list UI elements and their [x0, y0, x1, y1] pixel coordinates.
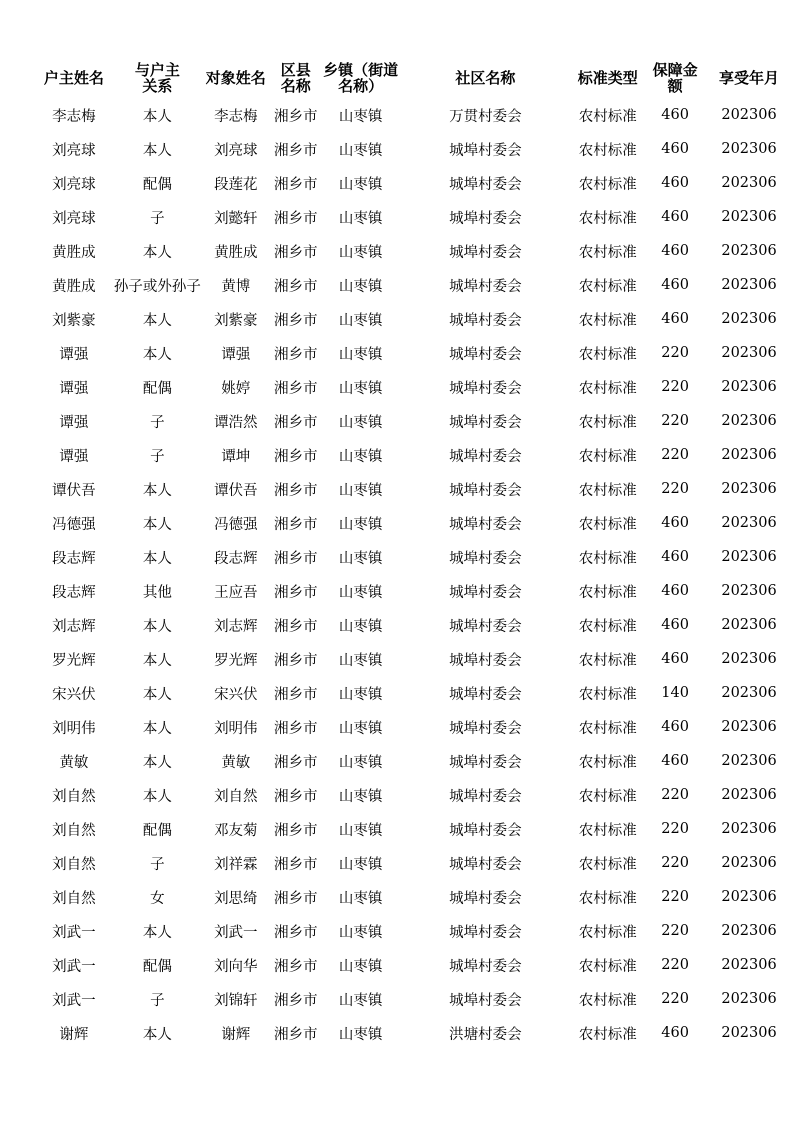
- period-cell: 202306: [721, 991, 777, 1007]
- community-cell: 城埠村委会: [449, 142, 522, 159]
- recipient-name-cell: 姚婷: [221, 380, 251, 397]
- amount-cell: 460: [661, 515, 689, 531]
- period-cell: 202306: [721, 515, 777, 531]
- community-cell: 城埠村委会: [449, 448, 522, 465]
- relation-cell: 本人: [142, 244, 172, 261]
- household-head-cell: 谭强: [59, 346, 89, 363]
- table-row: [34, 812, 793, 846]
- standard-type-cell: 农村标准: [578, 958, 637, 975]
- amount-cell: 460: [661, 175, 689, 191]
- period-cell: 202306: [721, 447, 777, 463]
- county-cell: 湘乡市: [274, 1026, 318, 1043]
- amount-cell: 460: [661, 583, 689, 599]
- amount-cell: 220: [661, 923, 689, 939]
- header-period: 享受年月: [719, 69, 780, 87]
- recipient-name-cell: 罗光辉: [214, 652, 258, 669]
- town-cell: 山枣镇: [338, 210, 383, 227]
- period-cell: 202306: [721, 277, 777, 293]
- table-row: [34, 438, 793, 472]
- county-cell: 湘乡市: [274, 278, 318, 295]
- community-cell: 城埠村委会: [449, 176, 522, 193]
- amount-cell: 460: [661, 617, 689, 633]
- household-head-cell: 段志辉: [52, 550, 96, 567]
- relation-cell: 本人: [142, 924, 172, 941]
- table-row: [34, 98, 793, 132]
- household-head-cell: 刘亮球: [52, 142, 96, 159]
- table-row: [34, 710, 793, 744]
- town-cell: 山枣镇: [338, 618, 383, 635]
- header-relation: 与户主 关系: [134, 61, 180, 95]
- county-cell: 湘乡市: [274, 788, 318, 805]
- household-head-cell: 冯德强: [52, 516, 96, 533]
- standard-type-cell: 农村标准: [578, 652, 637, 669]
- period-cell: 202306: [721, 549, 777, 565]
- household-head-cell: 段志辉: [52, 584, 96, 601]
- county-cell: 湘乡市: [274, 312, 318, 329]
- amount-cell: 220: [661, 991, 689, 1007]
- town-cell: 山枣镇: [338, 720, 383, 737]
- amount-cell: 460: [661, 311, 689, 327]
- recipient-name-cell: 宋兴伏: [214, 686, 258, 703]
- town-cell: 山枣镇: [338, 482, 383, 499]
- period-cell: 202306: [721, 753, 777, 769]
- household-head-cell: 刘自然: [52, 890, 96, 907]
- recipient-name-cell: 谭坤: [221, 448, 251, 465]
- relation-cell: 本人: [142, 108, 172, 125]
- household-head-cell: 宋兴伏: [52, 686, 96, 703]
- town-cell: 山枣镇: [338, 686, 383, 703]
- period-cell: 202306: [721, 957, 777, 973]
- relation-cell: 本人: [142, 652, 172, 669]
- standard-type-cell: 农村标准: [578, 856, 637, 873]
- household-head-cell: 刘自然: [52, 822, 96, 839]
- county-cell: 湘乡市: [274, 210, 318, 227]
- standard-type-cell: 农村标准: [578, 720, 637, 737]
- period-cell: 202306: [721, 923, 777, 939]
- community-cell: 城埠村委会: [449, 890, 522, 907]
- table-row: [34, 506, 793, 540]
- household-head-cell: 刘武一: [52, 924, 96, 941]
- community-cell: 城埠村委会: [449, 788, 522, 805]
- assistance-table: [34, 58, 793, 1050]
- county-cell: 湘乡市: [274, 856, 318, 873]
- relation-cell: 孙子或外孙子: [113, 278, 201, 295]
- amount-cell: 220: [661, 855, 689, 871]
- header-recipient-name: 对象姓名: [205, 69, 266, 87]
- town-cell: 山枣镇: [338, 176, 383, 193]
- recipient-name-cell: 谭强: [221, 346, 251, 363]
- table-row: [34, 336, 793, 370]
- community-cell: 城埠村委会: [449, 720, 522, 737]
- county-cell: 湘乡市: [274, 822, 318, 839]
- amount-cell: 140: [661, 685, 689, 701]
- community-cell: 万贯村委会: [449, 108, 522, 125]
- standard-type-cell: 农村标准: [578, 108, 637, 125]
- county-cell: 湘乡市: [274, 890, 318, 907]
- town-cell: 山枣镇: [338, 754, 383, 771]
- county-cell: 湘乡市: [274, 720, 318, 737]
- amount-cell: 220: [661, 821, 689, 837]
- relation-cell: 本人: [142, 720, 172, 737]
- relation-cell: 本人: [142, 550, 172, 567]
- community-cell: 城埠村委会: [449, 958, 522, 975]
- county-cell: 湘乡市: [274, 448, 318, 465]
- household-head-cell: 黄胜成: [52, 278, 96, 295]
- period-cell: 202306: [721, 889, 777, 905]
- amount-cell: 220: [661, 889, 689, 905]
- household-head-cell: 刘明伟: [52, 720, 96, 737]
- community-cell: 城埠村委会: [449, 924, 522, 941]
- period-cell: 202306: [721, 175, 777, 191]
- recipient-name-cell: 刘向华: [214, 958, 258, 975]
- relation-cell: 本人: [142, 482, 172, 499]
- period-cell: 202306: [721, 1025, 777, 1041]
- relation-cell: 配偶: [142, 958, 172, 975]
- county-cell: 湘乡市: [274, 924, 318, 941]
- community-cell: 城埠村委会: [449, 754, 522, 771]
- town-cell: 山枣镇: [338, 584, 383, 601]
- relation-cell: 本人: [142, 346, 172, 363]
- town-cell: 山枣镇: [338, 890, 383, 907]
- community-cell: 城埠村委会: [449, 210, 522, 227]
- table-row: [34, 914, 793, 948]
- household-head-cell: 刘亮球: [52, 210, 96, 227]
- header-community: 社区名称: [455, 69, 516, 87]
- table-row: [34, 948, 793, 982]
- standard-type-cell: 农村标准: [578, 890, 637, 907]
- period-cell: 202306: [721, 821, 777, 837]
- header-county: 区县 名称: [280, 61, 311, 95]
- county-cell: 湘乡市: [274, 754, 318, 771]
- table-row: [34, 574, 793, 608]
- county-cell: 湘乡市: [274, 414, 318, 431]
- standard-type-cell: 农村标准: [578, 924, 637, 941]
- table-row: [34, 404, 793, 438]
- standard-type-cell: 农村标准: [578, 482, 637, 499]
- period-cell: 202306: [721, 209, 777, 225]
- town-cell: 山枣镇: [338, 448, 383, 465]
- table-row: [34, 744, 793, 778]
- recipient-name-cell: 刘明伟: [214, 720, 258, 737]
- household-head-cell: 刘武一: [52, 992, 96, 1009]
- household-head-cell: 黄敏: [59, 754, 89, 771]
- recipient-name-cell: 刘志辉: [214, 618, 258, 635]
- period-cell: 202306: [721, 345, 777, 361]
- relation-cell: 本人: [142, 618, 172, 635]
- town-cell: 山枣镇: [338, 142, 383, 159]
- amount-cell: 220: [661, 787, 689, 803]
- standard-type-cell: 农村标准: [578, 516, 637, 533]
- amount-cell: 220: [661, 413, 689, 429]
- period-cell: 202306: [721, 685, 777, 701]
- household-head-cell: 刘自然: [52, 788, 96, 805]
- period-cell: 202306: [721, 787, 777, 803]
- relation-cell: 子: [150, 992, 165, 1009]
- town-cell: 山枣镇: [338, 822, 383, 839]
- table-row: [34, 778, 793, 812]
- community-cell: 城埠村委会: [449, 584, 522, 601]
- community-cell: 城埠村委会: [449, 618, 522, 635]
- county-cell: 湘乡市: [274, 618, 318, 635]
- town-cell: 山枣镇: [338, 516, 383, 533]
- table-row: [34, 132, 793, 166]
- period-cell: 202306: [721, 107, 777, 123]
- standard-type-cell: 农村标准: [578, 346, 637, 363]
- town-cell: 山枣镇: [338, 108, 383, 125]
- table-row: [34, 608, 793, 642]
- town-cell: 山枣镇: [338, 380, 383, 397]
- standard-type-cell: 农村标准: [578, 618, 637, 635]
- town-cell: 山枣镇: [338, 346, 383, 363]
- table-header: [34, 58, 793, 98]
- household-head-cell: 刘志辉: [52, 618, 96, 635]
- period-cell: 202306: [721, 617, 777, 633]
- town-cell: 山枣镇: [338, 1026, 383, 1043]
- header-household-head: 户主姓名: [43, 69, 104, 87]
- county-cell: 湘乡市: [274, 380, 318, 397]
- amount-cell: 460: [661, 651, 689, 667]
- town-cell: 山枣镇: [338, 856, 383, 873]
- amount-cell: 220: [661, 379, 689, 395]
- standard-type-cell: 农村标准: [578, 1026, 637, 1043]
- town-cell: 山枣镇: [338, 278, 383, 295]
- header-row: [34, 58, 793, 98]
- table-row: [34, 166, 793, 200]
- community-cell: 城埠村委会: [449, 346, 522, 363]
- standard-type-cell: 农村标准: [578, 584, 637, 601]
- header-standard-type: 标准类型: [577, 69, 638, 87]
- header-town: 乡镇（街道 名称）: [323, 61, 399, 95]
- community-cell: 城埠村委会: [449, 516, 522, 533]
- recipient-name-cell: 刘武一: [214, 924, 258, 941]
- recipient-name-cell: 黄敏: [221, 754, 251, 771]
- recipient-name-cell: 王应吾: [214, 584, 258, 601]
- town-cell: 山枣镇: [338, 244, 383, 261]
- town-cell: 山枣镇: [338, 992, 383, 1009]
- community-cell: 城埠村委会: [449, 822, 522, 839]
- county-cell: 湘乡市: [274, 482, 318, 499]
- period-cell: 202306: [721, 583, 777, 599]
- community-cell: 城埠村委会: [449, 414, 522, 431]
- county-cell: 湘乡市: [274, 346, 318, 363]
- standard-type-cell: 农村标准: [578, 380, 637, 397]
- table-row: [34, 200, 793, 234]
- relation-cell: 配偶: [142, 822, 172, 839]
- town-cell: 山枣镇: [338, 312, 383, 329]
- household-head-cell: 罗光辉: [52, 652, 96, 669]
- county-cell: 湘乡市: [274, 550, 318, 567]
- table-row: [34, 676, 793, 710]
- relation-cell: 配偶: [142, 176, 172, 193]
- county-cell: 湘乡市: [274, 516, 318, 533]
- town-cell: 山枣镇: [338, 958, 383, 975]
- table-row: [34, 370, 793, 404]
- recipient-name-cell: 谢辉: [221, 1026, 251, 1043]
- relation-cell: 本人: [142, 686, 172, 703]
- standard-type-cell: 农村标准: [578, 210, 637, 227]
- relation-cell: 本人: [142, 312, 172, 329]
- standard-type-cell: 农村标准: [578, 550, 637, 567]
- amount-cell: 220: [661, 345, 689, 361]
- period-cell: 202306: [721, 719, 777, 735]
- amount-cell: 460: [661, 549, 689, 565]
- relation-cell: 女: [150, 890, 165, 907]
- table-row: [34, 472, 793, 506]
- period-cell: 202306: [721, 379, 777, 395]
- table-row: [34, 234, 793, 268]
- amount-cell: 460: [661, 1025, 689, 1041]
- amount-cell: 460: [661, 107, 689, 123]
- county-cell: 湘乡市: [274, 686, 318, 703]
- standard-type-cell: 农村标准: [578, 822, 637, 839]
- table-row: [34, 880, 793, 914]
- recipient-name-cell: 刘亮球: [214, 142, 258, 159]
- recipient-name-cell: 刘紫豪: [214, 312, 258, 329]
- community-cell: 城埠村委会: [449, 380, 522, 397]
- community-cell: 城埠村委会: [449, 652, 522, 669]
- recipient-name-cell: 黄博: [221, 278, 251, 295]
- amount-cell: 460: [661, 753, 689, 769]
- town-cell: 山枣镇: [338, 550, 383, 567]
- community-cell: 城埠村委会: [449, 482, 522, 499]
- town-cell: 山枣镇: [338, 652, 383, 669]
- standard-type-cell: 农村标准: [578, 142, 637, 159]
- recipient-name-cell: 谭浩然: [214, 414, 258, 431]
- household-head-cell: 刘武一: [52, 958, 96, 975]
- recipient-name-cell: 谭伏吾: [214, 482, 258, 499]
- amount-cell: 460: [661, 209, 689, 225]
- household-head-cell: 谭伏吾: [52, 482, 96, 499]
- relation-cell: 本人: [142, 788, 172, 805]
- recipient-name-cell: 邓友菊: [214, 822, 258, 839]
- county-cell: 湘乡市: [274, 958, 318, 975]
- relation-cell: 子: [150, 856, 165, 873]
- period-cell: 202306: [721, 311, 777, 327]
- community-cell: 城埠村委会: [449, 244, 522, 261]
- community-cell: 城埠村委会: [449, 312, 522, 329]
- standard-type-cell: 农村标准: [578, 788, 637, 805]
- amount-cell: 220: [661, 481, 689, 497]
- recipient-name-cell: 李志梅: [214, 108, 258, 125]
- amount-cell: 460: [661, 243, 689, 259]
- household-head-cell: 黄胜成: [52, 244, 96, 261]
- amount-cell: 220: [661, 447, 689, 463]
- period-cell: 202306: [721, 243, 777, 259]
- period-cell: 202306: [721, 651, 777, 667]
- standard-type-cell: 农村标准: [578, 686, 637, 703]
- relation-cell: 配偶: [142, 380, 172, 397]
- period-cell: 202306: [721, 481, 777, 497]
- recipient-name-cell: 黄胜成: [214, 244, 258, 261]
- relation-cell: 其他: [142, 584, 172, 601]
- recipient-name-cell: 刘祥霖: [214, 856, 258, 873]
- county-cell: 湘乡市: [274, 992, 318, 1009]
- table-row: [34, 982, 793, 1016]
- county-cell: 湘乡市: [274, 176, 318, 193]
- county-cell: 湘乡市: [274, 652, 318, 669]
- standard-type-cell: 农村标准: [578, 448, 637, 465]
- county-cell: 湘乡市: [274, 108, 318, 125]
- table-row: [34, 1016, 793, 1050]
- relation-cell: 本人: [142, 754, 172, 771]
- table-row: [34, 642, 793, 676]
- town-cell: 山枣镇: [338, 414, 383, 431]
- amount-cell: 460: [661, 719, 689, 735]
- standard-type-cell: 农村标准: [578, 278, 637, 295]
- amount-cell: 220: [661, 957, 689, 973]
- recipient-name-cell: 冯德强: [214, 516, 258, 533]
- period-cell: 202306: [721, 413, 777, 429]
- recipient-name-cell: 段莲花: [214, 176, 258, 193]
- county-cell: 湘乡市: [274, 244, 318, 261]
- household-head-cell: 谭强: [59, 448, 89, 465]
- community-cell: 城埠村委会: [449, 856, 522, 873]
- community-cell: 城埠村委会: [449, 278, 522, 295]
- standard-type-cell: 农村标准: [578, 176, 637, 193]
- table-row: [34, 846, 793, 880]
- county-cell: 湘乡市: [274, 142, 318, 159]
- amount-cell: 460: [661, 277, 689, 293]
- table-row: [34, 302, 793, 336]
- relation-cell: 本人: [142, 516, 172, 533]
- period-cell: 202306: [721, 855, 777, 871]
- household-head-cell: 刘亮球: [52, 176, 96, 193]
- recipient-name-cell: 刘思绮: [214, 890, 258, 907]
- town-cell: 山枣镇: [338, 788, 383, 805]
- household-head-cell: 刘紫豪: [52, 312, 96, 329]
- town-cell: 山枣镇: [338, 924, 383, 941]
- community-cell: 城埠村委会: [449, 992, 522, 1009]
- recipient-name-cell: 刘自然: [214, 788, 258, 805]
- household-head-cell: 谭强: [59, 414, 89, 431]
- standard-type-cell: 农村标准: [578, 312, 637, 329]
- household-head-cell: 谢辉: [59, 1026, 89, 1043]
- standard-type-cell: 农村标准: [578, 992, 637, 1009]
- community-cell: 洪塘村委会: [449, 1026, 522, 1043]
- relation-cell: 本人: [142, 142, 172, 159]
- relation-cell: 子: [150, 210, 165, 227]
- table-body: [34, 98, 793, 1050]
- amount-cell: 460: [661, 141, 689, 157]
- community-cell: 城埠村委会: [449, 550, 522, 567]
- recipient-name-cell: 刘锦轩: [214, 992, 258, 1009]
- county-cell: 湘乡市: [274, 584, 318, 601]
- standard-type-cell: 农村标准: [578, 754, 637, 771]
- recipient-name-cell: 段志辉: [214, 550, 258, 567]
- header-amount: 保障金额: [652, 61, 698, 95]
- recipient-name-cell: 刘懿轩: [214, 210, 258, 227]
- household-head-cell: 刘自然: [52, 856, 96, 873]
- period-cell: 202306: [721, 141, 777, 157]
- table-row: [34, 540, 793, 574]
- household-head-cell: 谭强: [59, 380, 89, 397]
- relation-cell: 子: [150, 448, 165, 465]
- household-head-cell: 李志梅: [52, 108, 96, 125]
- standard-type-cell: 农村标准: [578, 244, 637, 261]
- standard-type-cell: 农村标准: [578, 414, 637, 431]
- relation-cell: 子: [150, 414, 165, 431]
- community-cell: 城埠村委会: [449, 686, 522, 703]
- relation-cell: 本人: [142, 1026, 172, 1043]
- table-row: [34, 268, 793, 302]
